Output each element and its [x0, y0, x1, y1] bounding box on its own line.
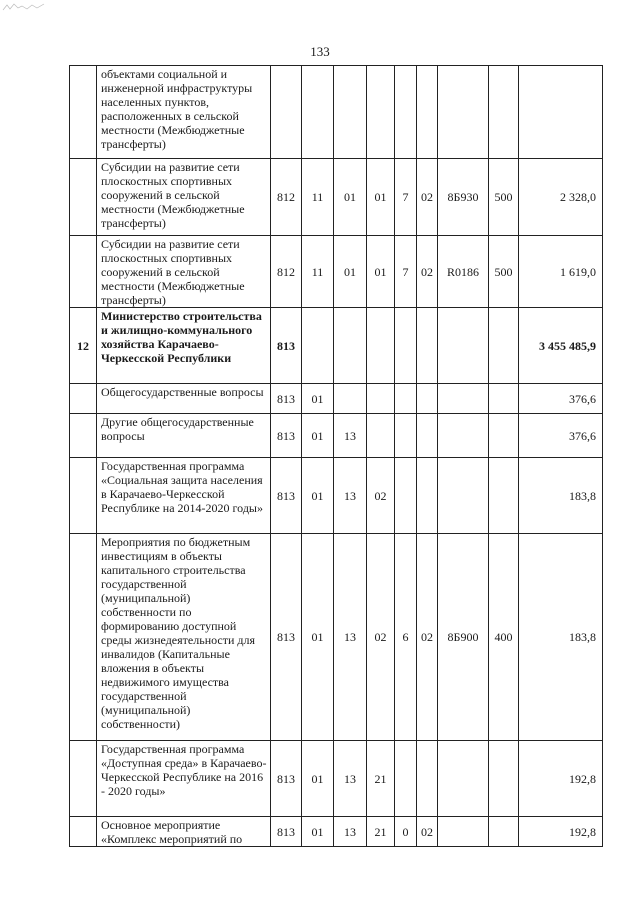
item-name-cell: Субсидии на развитие сети плоскостных спортивных сооружений в сельской местности (Межбюджетные трансферты): [97, 236, 271, 308]
code-program-cell: [367, 384, 395, 414]
code-program-cell: [367, 414, 395, 458]
code-expense-type-cell: [489, 384, 519, 414]
amount-cell: 376,6: [519, 384, 603, 414]
item-name-cell: Министерство строительства и жилищно-коммунального хозяйства Карачаево-Черкесской Республики: [97, 308, 271, 384]
code-section-cell: 01: [302, 534, 334, 741]
table-row: [70, 741, 603, 817]
table-row: [70, 458, 603, 534]
row-number-cell: [70, 458, 97, 534]
code-subprogram-cell: 7: [395, 159, 417, 236]
code-direction-cell: 8Б930: [438, 159, 489, 236]
code-subprogram-cell: [395, 414, 417, 458]
code-gov-cell: 813: [271, 817, 302, 847]
row-number-cell: [70, 741, 97, 817]
code-expense-type-cell: 500: [489, 159, 519, 236]
code-direction-cell: [438, 308, 489, 384]
code-direction-cell: [438, 741, 489, 817]
amount-cell: 2 328,0: [519, 159, 603, 236]
amount-cell: 192,8: [519, 817, 603, 847]
code-gov-cell: 813: [271, 308, 302, 384]
code-expense-type-cell: [489, 66, 519, 159]
page-number: 133: [310, 44, 330, 59]
code-expense-type-cell: 500: [489, 236, 519, 308]
code-section-cell: 11: [302, 159, 334, 236]
code-event-cell: [417, 66, 438, 159]
code-subprogram-cell: [395, 66, 417, 159]
code-subprogram-cell: [395, 458, 417, 534]
code-direction-cell: 8Б900: [438, 534, 489, 741]
code-subsection-cell: 13: [334, 534, 367, 741]
code-expense-type-cell: [489, 741, 519, 817]
code-program-cell: 01: [367, 236, 395, 308]
item-name-cell: Общегосударственные вопросы: [97, 384, 271, 414]
code-program-cell: 21: [367, 741, 395, 817]
code-program-cell: 21: [367, 817, 395, 847]
table-row: [70, 817, 603, 847]
code-subsection-cell: [334, 384, 367, 414]
row-number-cell: [70, 159, 97, 236]
code-subprogram-cell: 6: [395, 534, 417, 741]
code-program-cell: [367, 66, 395, 159]
code-gov-cell: 813: [271, 414, 302, 458]
code-event-cell: [417, 384, 438, 414]
code-gov-cell: 813: [271, 458, 302, 534]
row-number-cell: [70, 534, 97, 741]
item-name-cell: Основное мероприятие «Комплекс мероприятий по: [97, 817, 271, 847]
code-program-cell: [367, 308, 395, 384]
table-row: [70, 159, 603, 236]
code-subsection-cell: 01: [334, 236, 367, 308]
code-section-cell: 01: [302, 414, 334, 458]
code-subsection-cell: 13: [334, 817, 367, 847]
code-direction-cell: [438, 384, 489, 414]
code-gov-cell: 813: [271, 741, 302, 817]
code-program-cell: 02: [367, 458, 395, 534]
code-event-cell: 02: [417, 534, 438, 741]
item-name-cell: Другие общегосударственные вопросы: [97, 414, 271, 458]
code-gov-cell: 813: [271, 534, 302, 741]
code-gov-cell: 813: [271, 384, 302, 414]
code-section-cell: 01: [302, 384, 334, 414]
item-name-cell: Государственная программа «Доступная среда» в Карачаево-Черкесской Республике на 2016 - 2020 годы»: [97, 741, 271, 817]
code-subsection-cell: 13: [334, 458, 367, 534]
code-subsection-cell: 01: [334, 159, 367, 236]
code-section-cell: 01: [302, 817, 334, 847]
amount-cell: 1 619,0: [519, 236, 603, 308]
table-row: [70, 414, 603, 458]
code-event-cell: [417, 414, 438, 458]
amount-cell: 192,8: [519, 741, 603, 817]
budget-table: [69, 65, 603, 847]
amount-cell: 183,8: [519, 534, 603, 741]
amount-cell: 376,6: [519, 414, 603, 458]
code-subprogram-cell: 0: [395, 817, 417, 847]
code-direction-cell: [438, 817, 489, 847]
scan-artifact-mark: [2, 2, 46, 12]
item-name-cell: Мероприятия по бюджетным инвестициям в объекты капитального строительства государственной (муниципальной) собственности по формированию доступной среды жизнедеятельности для инвалидов (Капитальные вложения в объекты недвижимого имущества государственной (муниципальной) собственности): [97, 534, 271, 741]
code-expense-type-cell: 400: [489, 534, 519, 741]
code-program-cell: 01: [367, 159, 395, 236]
code-subprogram-cell: 7: [395, 236, 417, 308]
code-section-cell: 01: [302, 458, 334, 534]
code-expense-type-cell: [489, 458, 519, 534]
code-subsection-cell: 13: [334, 741, 367, 817]
table-row: [70, 236, 603, 308]
code-direction-cell: [438, 66, 489, 159]
row-number-cell: [70, 414, 97, 458]
code-expense-type-cell: [489, 308, 519, 384]
row-number-cell: [70, 66, 97, 159]
row-number-cell: 12: [70, 308, 97, 384]
code-event-cell: 02: [417, 236, 438, 308]
code-program-cell: 02: [367, 534, 395, 741]
code-event-cell: [417, 308, 438, 384]
item-name-cell: Государственная программа «Социальная защита населения в Карачаево-Черкесской Республике на 2014-2020 годы»: [97, 458, 271, 534]
code-expense-type-cell: [489, 817, 519, 847]
code-section-cell: 11: [302, 236, 334, 308]
item-name-cell: Субсидии на развитие сети плоскостных спортивных сооружений в сельской местности (Межбюджетные трансферты): [97, 159, 271, 236]
table-row: [70, 384, 603, 414]
code-subprogram-cell: [395, 308, 417, 384]
code-gov-cell: 812: [271, 159, 302, 236]
code-subsection-cell: 13: [334, 414, 367, 458]
code-event-cell: 02: [417, 159, 438, 236]
code-event-cell: [417, 458, 438, 534]
table-row: [70, 534, 603, 741]
amount-cell: [519, 66, 603, 159]
table-row: [70, 66, 603, 159]
row-number-cell: [70, 384, 97, 414]
code-direction-cell: [438, 414, 489, 458]
item-name-cell: объектами социальной и инженерной инфраструктуры населенных пунктов, расположенных в сельской местности (Межбюджетные трансферты): [97, 66, 271, 159]
code-gov-cell: 812: [271, 236, 302, 308]
code-gov-cell: [271, 66, 302, 159]
code-event-cell: [417, 741, 438, 817]
code-subprogram-cell: [395, 741, 417, 817]
row-number-cell: [70, 817, 97, 847]
code-subsection-cell: [334, 308, 367, 384]
row-number-cell: [70, 236, 97, 308]
amount-cell: 3 455 485,9: [519, 308, 603, 384]
code-expense-type-cell: [489, 414, 519, 458]
code-subprogram-cell: [395, 384, 417, 414]
code-event-cell: 02: [417, 817, 438, 847]
code-direction-cell: R0186: [438, 236, 489, 308]
code-section-cell: [302, 308, 334, 384]
code-section-cell: [302, 66, 334, 159]
code-direction-cell: [438, 458, 489, 534]
code-section-cell: 01: [302, 741, 334, 817]
amount-cell: 183,8: [519, 458, 603, 534]
table-row: [70, 308, 603, 384]
code-subsection-cell: [334, 66, 367, 159]
